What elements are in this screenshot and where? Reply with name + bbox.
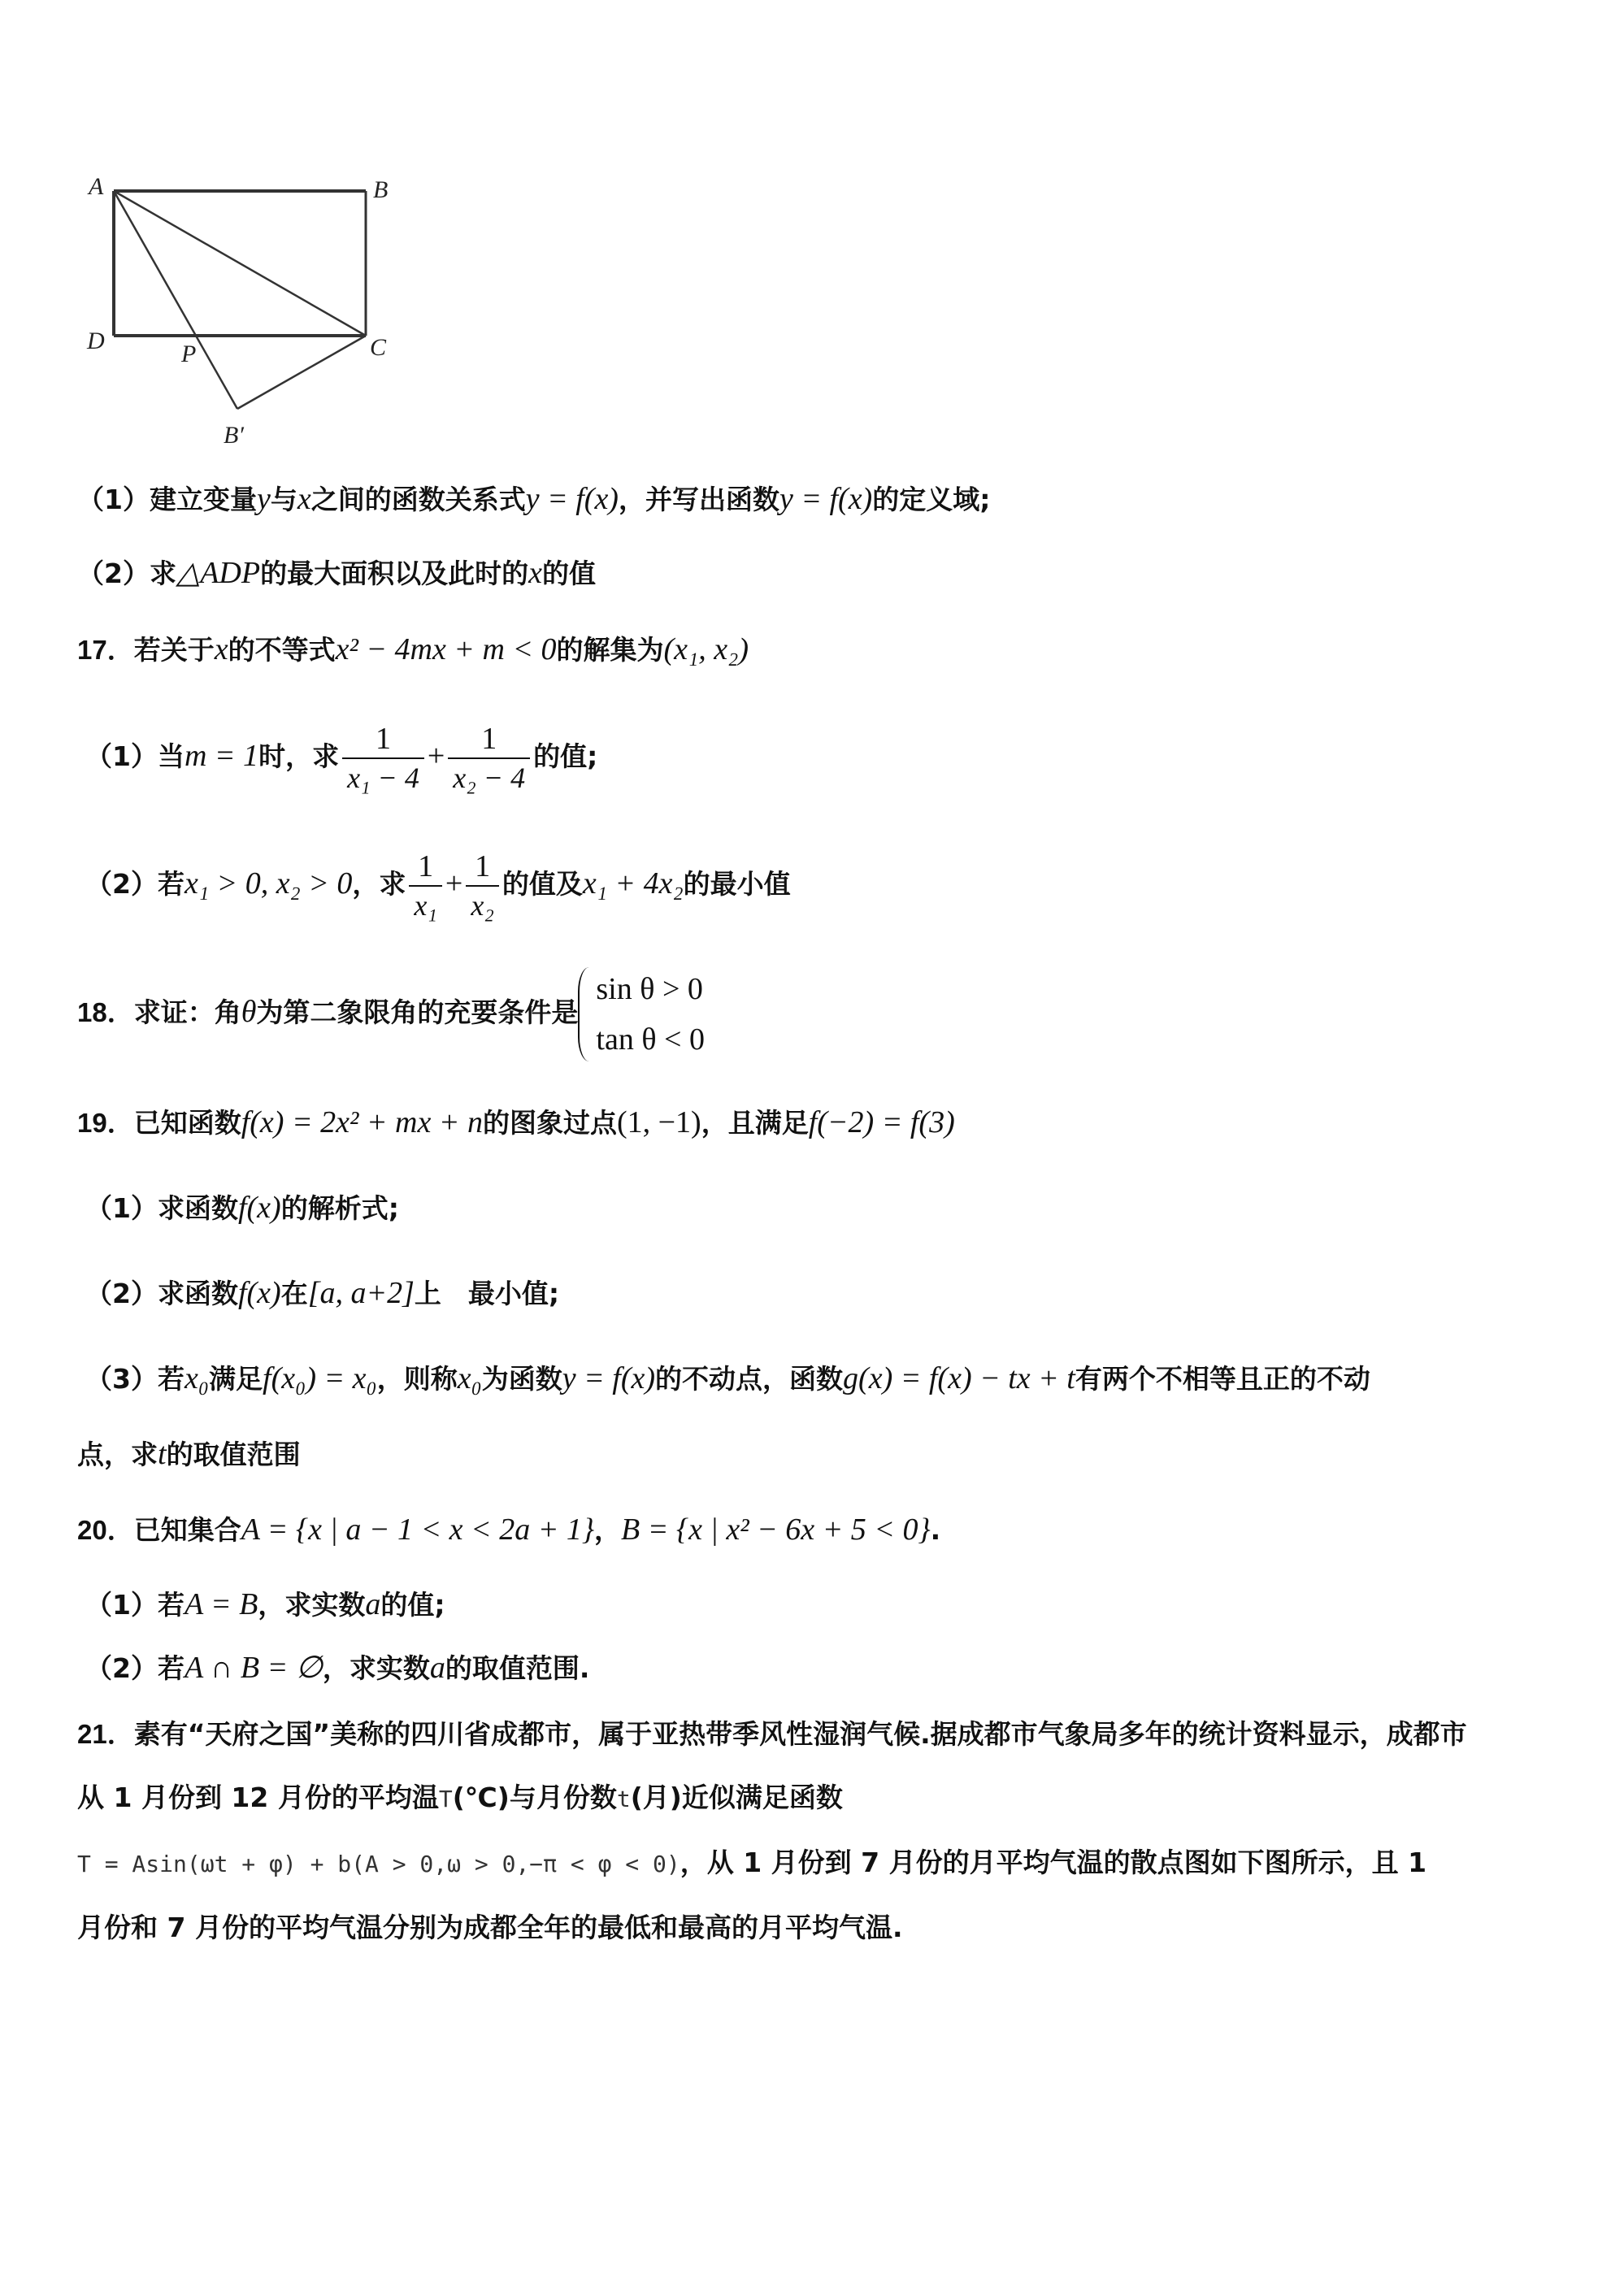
- q19-part1: （1）求函数f(x)的解析式;: [85, 1191, 399, 1225]
- q19-stem: 19．已知函数f(x) = 2x² + mx + n的图象过点(1, −1)，且满足f(−2) = f(3): [77, 1105, 955, 1139]
- temperature-formula: T = Asin(ωt + φ) + b(A > 0,ω > 0,−π < φ < 0): [77, 1851, 680, 1877]
- label-B: B: [373, 176, 389, 203]
- q21-line4: 月份和 7 月份的平均气温分别为成都全年的最低和最高的月平均气温.: [77, 1912, 903, 1943]
- q20-stem: 20．已知集合A = {x | a − 1 < x < 2a + 1}，B = {x | x² − 6x + 5 < 0}.: [77, 1513, 941, 1547]
- label-C: C: [370, 334, 387, 361]
- label-D: D: [87, 328, 105, 354]
- rectangle-fold-diagram: [77, 175, 419, 451]
- q21-line3: T = Asin(ωt + φ) + b(A > 0,ω > 0,−π < φ < 0)，从 1 月份到 7 月份的月平均气温的散点图如下图所示，且 1: [77, 1847, 1427, 1878]
- q16-part1: （1）建立变量y与x之间的函数关系式y = f(x)，并写出函数y = f(x)的定义域;: [77, 482, 991, 516]
- q19-part3: （3）若x₀满足f(x₀) = x₀，则称x₀为函数y = f(x)的不动点，函数g(x) = f(x) − tx + t有两个不相等且正的不动: [85, 1361, 1370, 1395]
- q19-part2: （2）求函数f(x)在[a, a+2]上 最小值;: [85, 1276, 560, 1310]
- left-brace-icon: [578, 967, 591, 1061]
- q18-stem: 18．求证：角θ为第二象限角的充要条件是 sin θ > 0 tan θ < 0: [77, 961, 705, 1065]
- q21-line1: 21．素有“天府之国”美称的四川省成都市，属于亚热带季风性湿润气候.据成都市气象局多年的统计资料显示，成都市: [77, 1718, 1467, 1750]
- fraction: $\frac{1}{\text{x₁ − 4}}$: [342, 720, 424, 796]
- q17-part2: （2）若x₁ > 0, x₂ > 0，求 $\frac{1}{\text{x₁}}$ + $\frac{1}{\text{x₂}}$ 的值及x₁ + 4x₂的最小值: [85, 839, 791, 929]
- label-P: P: [181, 341, 197, 367]
- q17-part1: （1）当m = 1时，求 $\frac{1}{\text{x₁ − 4}}$ + $\frac{1}{\text{x₂ − 4}}$ 的值;: [85, 711, 597, 801]
- label-B-prime: B′: [224, 422, 244, 449]
- q20-part1: （1）若A = B，求实数a的值;: [85, 1587, 445, 1621]
- equation-system: sin θ > 0 tan θ < 0: [578, 964, 705, 1065]
- q16-part2: （2）求△ADP的最大面积以及此时的x的值: [77, 556, 596, 590]
- fraction: $\frac{1}{\text{x₁}}$: [409, 848, 442, 924]
- label-A: A: [89, 175, 104, 200]
- q20-part2: （2）若A ∩ B = ∅，求实数a的取值范围.: [85, 1651, 590, 1685]
- fraction: $\frac{1}{\text{x₂ − 4}}$: [448, 720, 530, 796]
- q19-part3-cont: 点，求t的取值范围: [77, 1437, 301, 1471]
- q21-line2: 从 1 月份到 12 月份的平均温T(℃)与月份数t(月)近似满足函数: [77, 1782, 843, 1813]
- fraction: $\frac{1}{\text{x₂}}$: [466, 848, 499, 924]
- q17-stem: 17．若关于x的不等式x² − 4mx + m < 0的解集为(x₁, x₂): [77, 632, 749, 666]
